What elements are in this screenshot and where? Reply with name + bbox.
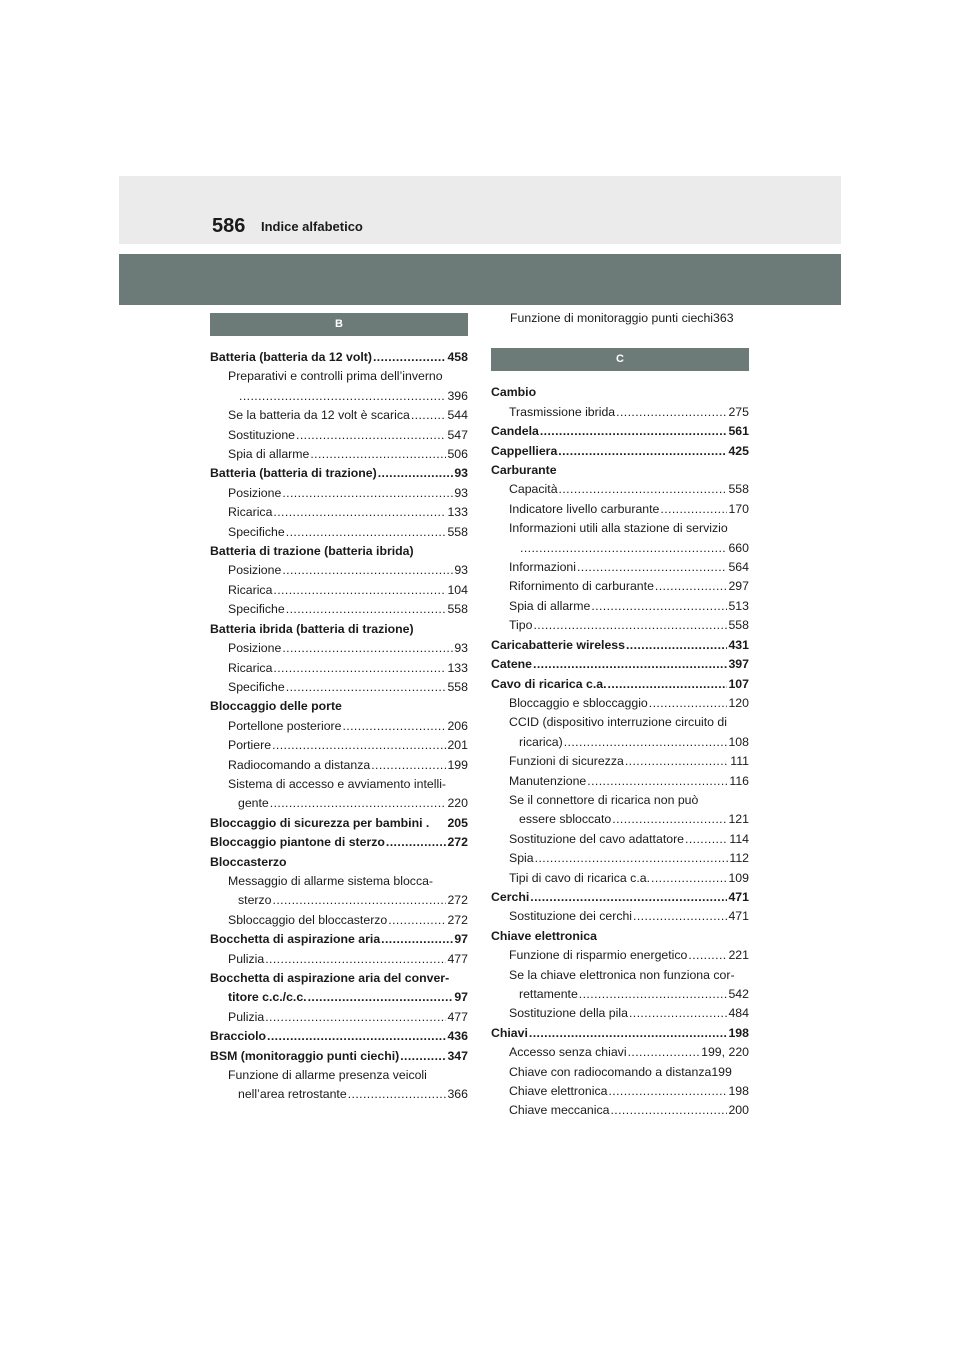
- page-ref: 366: [447, 1087, 468, 1102]
- entry-text: Portiere: [228, 738, 272, 753]
- dot-leader: [273, 659, 446, 678]
- entry-text: Funzione di monitoraggio punti ciechi363: [510, 311, 734, 325]
- index-subentry: [491, 694, 749, 713]
- entry-text: Bracciolo: [210, 1029, 267, 1044]
- dot-leader: [579, 985, 728, 1004]
- index-entry: [210, 1047, 468, 1066]
- page-ref: 121: [728, 812, 749, 827]
- entry-text: Cambio: [491, 385, 537, 400]
- dot-leader: [655, 577, 728, 596]
- dot-leader: [373, 348, 447, 367]
- dot-leader: [633, 907, 727, 926]
- section-header-b: B: [210, 313, 468, 336]
- entry-text: Radiocomando a distanza: [228, 757, 371, 772]
- index-subentry: [210, 503, 468, 522]
- entry-text: Bocchetta di aspirazione aria: [210, 932, 381, 947]
- index-subentry: [491, 616, 749, 635]
- page-ref: 220: [447, 796, 468, 811]
- index-subentry: [210, 484, 468, 503]
- page-ref: 471: [728, 909, 749, 924]
- index-entry: [491, 675, 749, 694]
- index-subentry: [210, 736, 468, 755]
- dot-leader: [625, 752, 729, 771]
- dot-leader: [608, 1082, 727, 1101]
- page-ref: 458: [447, 350, 468, 364]
- index-subentry: [491, 869, 749, 888]
- dot-leader: [660, 500, 727, 519]
- page-ref: 114: [729, 831, 749, 846]
- page-ref: 558: [728, 618, 749, 633]
- index-subentry: [210, 561, 468, 580]
- page-ref: 561: [728, 424, 749, 439]
- dot-leader: [685, 830, 728, 849]
- dot-leader: [629, 1004, 728, 1023]
- carry-over-entry: [491, 309, 749, 328]
- entry-text: Pulizia: [228, 1009, 265, 1024]
- entry-text: Trasmissione ibrida: [509, 404, 616, 419]
- entry-text: Se il connettore di ricarica non può: [509, 792, 699, 807]
- entry-text: Sostituzione dei cerchi: [509, 909, 633, 924]
- entry-text: Sbloccaggio del bloccasterzo: [228, 912, 388, 927]
- dot-leader: [286, 678, 447, 697]
- index-entry: [491, 655, 749, 674]
- index-subentry: [491, 713, 749, 732]
- dot-leader: [400, 1047, 446, 1066]
- dot-leader: [239, 387, 446, 406]
- entry-text: Messaggio di allarme sistema blocca-: [228, 873, 434, 888]
- entry-text: Chiave elettronica: [509, 1084, 608, 1099]
- dot-leader: [530, 888, 727, 907]
- entry-text: Rifornimento di carburante: [509, 579, 654, 594]
- entry-text: Spia: [509, 851, 534, 866]
- index-subentry: [491, 1063, 749, 1082]
- entry-text: Candela: [491, 424, 539, 439]
- entry-text: Cerchi: [491, 889, 530, 904]
- index-subentry: [210, 445, 468, 464]
- page-ref: 199: [447, 757, 468, 772]
- entry-text: Accesso senza chiavi: [509, 1045, 627, 1060]
- entry-text: Preparativi e controlli prima dell’inverno: [228, 369, 443, 384]
- index-subentry: [491, 810, 749, 829]
- dot-leader: [273, 503, 446, 522]
- index-subentry: [491, 849, 749, 868]
- index-entry: [491, 383, 749, 402]
- entry-text: gente: [238, 796, 269, 811]
- page-ref: 558: [447, 524, 468, 539]
- page-ref: 133: [447, 505, 468, 520]
- index-subentry: [210, 406, 468, 425]
- page-ref: 104: [447, 582, 468, 597]
- page-ref: 436: [447, 1029, 468, 1044]
- page-ref: 200: [728, 1103, 749, 1118]
- entry-text: Informazioni utili alla stazione di servizio: [509, 521, 728, 536]
- index-subentry: [491, 403, 749, 422]
- index-subentry: [210, 387, 468, 406]
- dot-leader: [529, 1024, 728, 1043]
- index-subentry: [210, 426, 468, 445]
- entry-text: Ricarica: [228, 660, 273, 675]
- header-title: Indice alfabetico: [261, 219, 363, 234]
- index-entry: [491, 927, 749, 946]
- index-entry: [210, 833, 468, 852]
- entry-text: essere sbloccato: [519, 812, 612, 827]
- page-ref: 513: [728, 598, 749, 613]
- page-ref: 93: [454, 563, 468, 578]
- section-header-c: C: [491, 348, 749, 371]
- index-subentry: [210, 717, 468, 736]
- entry-text: titore c.c./c.c.: [228, 990, 307, 1005]
- page-ref: 431: [728, 637, 749, 652]
- dot-leader: [286, 600, 447, 619]
- entry-text: Sostituzione: [228, 427, 295, 442]
- entry-text: sterzo: [238, 893, 272, 908]
- index-entry: [491, 1024, 749, 1043]
- index-subentry: [491, 946, 749, 965]
- index-subentry: [491, 480, 749, 499]
- page-ref: 272: [447, 893, 468, 908]
- page-ref: 112: [729, 851, 749, 866]
- dot-leader: [270, 794, 447, 813]
- index-subentry: [491, 966, 749, 985]
- page-ref: 347: [447, 1048, 468, 1063]
- entry-text: Bloccaggio piantone di sterzo: [210, 835, 385, 850]
- index-subentry: [210, 1066, 468, 1085]
- entry-text: Chiave meccanica: [509, 1103, 610, 1118]
- entry-text: BSM (monitoraggio punti ciechi): [210, 1048, 400, 1063]
- dot-leader: [612, 810, 727, 829]
- header-dark-band: [119, 254, 841, 305]
- dot-leader: [577, 558, 727, 577]
- dot-leader: [628, 1043, 701, 1062]
- dot-leader: [273, 891, 447, 910]
- entry-text: Tipi di cavo di ricarica c.a.: [509, 870, 651, 885]
- dot-leader: [651, 869, 727, 888]
- right-column: [491, 309, 749, 1121]
- dot-leader: [381, 930, 453, 949]
- page-ref: 272: [447, 835, 468, 850]
- index-entry: [210, 542, 468, 561]
- dot-leader: [616, 403, 727, 422]
- page-ref: 564: [728, 560, 749, 575]
- index-subentry: [210, 872, 468, 891]
- index-subentry: [491, 1043, 749, 1062]
- index-subentry: [210, 581, 468, 600]
- index-subentry: [491, 539, 749, 558]
- dot-leader: [540, 422, 728, 441]
- dot-leader: [282, 484, 453, 503]
- index-entry: [210, 969, 468, 988]
- dot-leader: [533, 655, 727, 674]
- page-ref: 205: [447, 815, 468, 830]
- entry-text: Chiave elettronica: [491, 928, 597, 943]
- page-ref: 660: [728, 540, 749, 555]
- entry-text: Specifiche: [228, 679, 285, 694]
- index-entry: [210, 853, 468, 872]
- entry-text: Posizione: [228, 485, 282, 500]
- dot-leader: [610, 1101, 727, 1120]
- index-subentry: [491, 985, 749, 1004]
- index-subentry: [210, 678, 468, 697]
- dot-leader: [558, 442, 727, 461]
- page-ref: 275: [728, 404, 749, 419]
- index-subentry: [491, 519, 749, 538]
- index-entry: [210, 814, 468, 833]
- page-ref: 558: [728, 482, 749, 497]
- entry-text: Indicatore livello carburante: [509, 501, 660, 516]
- dot-leader: [272, 736, 446, 755]
- page-ref: 133: [447, 660, 468, 675]
- page-ref: 272: [447, 912, 468, 927]
- dot-leader: [411, 406, 447, 425]
- entry-text: Funzione di risparmio energetico: [509, 948, 688, 963]
- entry-text: Capacità: [509, 482, 558, 497]
- dot-leader: [273, 581, 446, 600]
- entry-text: Tipo: [509, 618, 533, 633]
- page-ref: 558: [447, 602, 468, 617]
- dot-leader: [591, 597, 727, 616]
- entry-text: Specifiche: [228, 602, 285, 617]
- entry-text: Carburante: [491, 463, 557, 478]
- entry-text: Funzione di allarme presenza veicoli: [228, 1068, 427, 1083]
- index-subentry: [491, 752, 749, 771]
- entry-text: Sostituzione del cavo adattatore: [509, 831, 685, 846]
- entry-text: Caricabatterie wireless: [491, 637, 625, 652]
- index-subentry: [491, 500, 749, 519]
- entry-text: Batteria (batteria da 12 volt): [210, 350, 372, 364]
- index-subentry: [210, 523, 468, 542]
- index-subentry: [491, 907, 749, 926]
- entry-text: Portellone posteriore: [228, 718, 342, 733]
- entry-text: Posizione: [228, 641, 282, 656]
- entry-text: Batteria di trazione (batteria ibrida): [210, 544, 414, 559]
- dot-leader: [559, 480, 728, 499]
- page-ref: 206: [447, 718, 468, 733]
- dot-leader: [348, 1085, 447, 1104]
- entry-text: Pulizia: [228, 951, 265, 966]
- index-subentry: [491, 577, 749, 596]
- page-ref: 107: [728, 676, 749, 691]
- page-ref: 93: [454, 485, 468, 500]
- entry-text: Bloccaggio delle porte: [210, 699, 342, 714]
- index-subentry: [491, 1004, 749, 1023]
- page-ref: 111: [730, 754, 749, 769]
- entry-text: Cappelliera: [491, 443, 558, 458]
- index-subentry: [491, 597, 749, 616]
- page-ref: 397: [728, 657, 749, 672]
- index-entry: [491, 422, 749, 441]
- page-ref: 108: [728, 734, 749, 749]
- page-ref: 201: [447, 738, 468, 753]
- index-entry: [491, 461, 749, 480]
- entry-text: Catene: [491, 657, 533, 672]
- index-entry: [491, 636, 749, 655]
- left-column: [210, 313, 468, 1105]
- entry-text: Se la batteria da 12 volt è scarica: [228, 408, 410, 423]
- entry-text: Sostituzione della pila: [509, 1006, 628, 1021]
- index-subentry: [491, 791, 749, 810]
- entry-text: Ricarica: [228, 582, 273, 597]
- page-ref: 170: [728, 501, 749, 516]
- dot-leader: [267, 1027, 446, 1046]
- index-subentry: [210, 775, 468, 794]
- entry-text: Se la chiave elettronica non funziona cor-: [509, 967, 735, 982]
- dot-leader: [378, 464, 454, 483]
- page-ref: 396: [447, 388, 468, 403]
- entry-text: Sistema di accesso e avviamento intelli-: [228, 776, 447, 791]
- index-subentry: [491, 1101, 749, 1120]
- index-subentry: [491, 733, 749, 752]
- page-ref: 506: [447, 447, 468, 462]
- entry-text: Ricarica: [228, 505, 273, 520]
- left-index-list: [210, 348, 468, 1105]
- page-ref: 97: [454, 932, 468, 947]
- dot-leader: [282, 561, 453, 580]
- entry-text: Informazioni: [509, 560, 576, 575]
- entry-text: Batteria (batteria di trazione): [210, 466, 377, 481]
- entry-text: Posizione: [228, 563, 282, 578]
- page-ref: 93: [454, 641, 468, 656]
- entry-text: nell’area retrostante: [238, 1087, 347, 1102]
- dot-leader: [520, 539, 727, 558]
- entry-text: Chiave con radiocomando a distanza199: [509, 1064, 732, 1079]
- page-ref: 199, 220: [701, 1045, 749, 1060]
- dot-leader: [265, 1008, 446, 1027]
- index-subentry: [210, 659, 468, 678]
- dot-leader: [310, 445, 446, 464]
- entry-text: Bloccaggio di sicurezza per bambini .: [210, 815, 430, 830]
- dot-leader: [296, 426, 446, 445]
- right-index-list: [491, 383, 749, 1120]
- page-ref: 471: [728, 889, 749, 904]
- index-entry: [210, 988, 468, 1007]
- page-ref: 97: [454, 990, 468, 1005]
- entry-text: Chiavi: [491, 1025, 528, 1040]
- index-subentry: [210, 794, 468, 813]
- index-subentry: [210, 891, 468, 910]
- index-subentry: [210, 1085, 468, 1104]
- entry-text: Funzioni di sicurezza: [509, 754, 624, 769]
- index-subentry: [210, 639, 468, 658]
- page-ref: 544: [447, 408, 468, 423]
- dot-leader: [688, 946, 727, 965]
- page-ref: 221: [728, 948, 749, 963]
- page-ref: 477: [447, 1009, 468, 1024]
- entry-text: Spia di allarme: [228, 447, 310, 462]
- index-subentry: [210, 950, 468, 969]
- dot-leader: [649, 694, 728, 713]
- page-ref: 198: [728, 1025, 749, 1040]
- index-subentry: [210, 756, 468, 775]
- index-entry: [210, 930, 468, 949]
- entry-text: ricarica): [519, 734, 563, 749]
- dot-leader: [265, 950, 446, 969]
- index-entry: [491, 442, 749, 461]
- entry-text: Specifiche: [228, 524, 285, 539]
- index-subentry: [210, 600, 468, 619]
- entry-text: rettamente: [519, 987, 578, 1001]
- index-subentry: [491, 830, 749, 849]
- page-ref: 542: [728, 987, 749, 1001]
- entry-text: Bocchetta di aspirazione aria del conver-: [210, 971, 450, 985]
- page-ref: 198: [728, 1084, 749, 1099]
- dot-leader: [386, 833, 447, 852]
- page-ref: 109: [728, 870, 749, 885]
- dot-leader: [308, 988, 454, 1007]
- dot-leader: [587, 772, 728, 791]
- index-subentry: [491, 558, 749, 577]
- dot-leader: [342, 717, 446, 736]
- entry-text: Batteria ibrida (batteria di trazione): [210, 621, 414, 636]
- page-ref: 547: [447, 427, 468, 442]
- entry-text: Manutenzione: [509, 773, 587, 788]
- index-entry: [210, 697, 468, 716]
- entry-text: Bloccasterzo: [210, 854, 287, 869]
- entry-text: Bloccaggio e sbloccaggio: [509, 695, 648, 710]
- index-subentry: [210, 367, 468, 386]
- index-entry: [210, 348, 468, 367]
- entry-text: Cavo di ricarica c.a.: [491, 676, 607, 691]
- index-entry: [491, 888, 749, 907]
- dot-leader: [371, 756, 446, 775]
- index-subentry: [491, 772, 749, 791]
- dot-leader: [564, 733, 728, 752]
- dot-leader: [626, 636, 727, 655]
- entry-text: Spia di allarme: [509, 598, 591, 613]
- page-ref: 116: [729, 773, 749, 788]
- entry-text: CCID (dispositivo interruzione circuito di: [509, 715, 728, 730]
- dot-leader: [608, 675, 728, 694]
- page-ref: 558: [447, 679, 468, 694]
- page-ref: 93: [454, 466, 468, 481]
- index-subentry: [210, 1008, 468, 1027]
- dot-leader: [388, 911, 446, 930]
- dot-leader: [286, 523, 447, 542]
- dot-leader: [535, 849, 729, 868]
- index-entry: [210, 1027, 468, 1046]
- index-subentry: [210, 911, 468, 930]
- index-entry: [210, 620, 468, 639]
- dot-leader: [533, 616, 727, 635]
- page-ref: 425: [728, 443, 749, 458]
- page-ref: 120: [728, 695, 749, 710]
- page-ref: 297: [728, 579, 749, 594]
- page-number: 586: [212, 215, 246, 237]
- index-entry: [210, 464, 468, 483]
- index-subentry: [491, 1082, 749, 1101]
- page-ref: 477: [447, 951, 468, 966]
- dot-leader: [282, 639, 453, 658]
- page-ref: 484: [728, 1006, 749, 1021]
